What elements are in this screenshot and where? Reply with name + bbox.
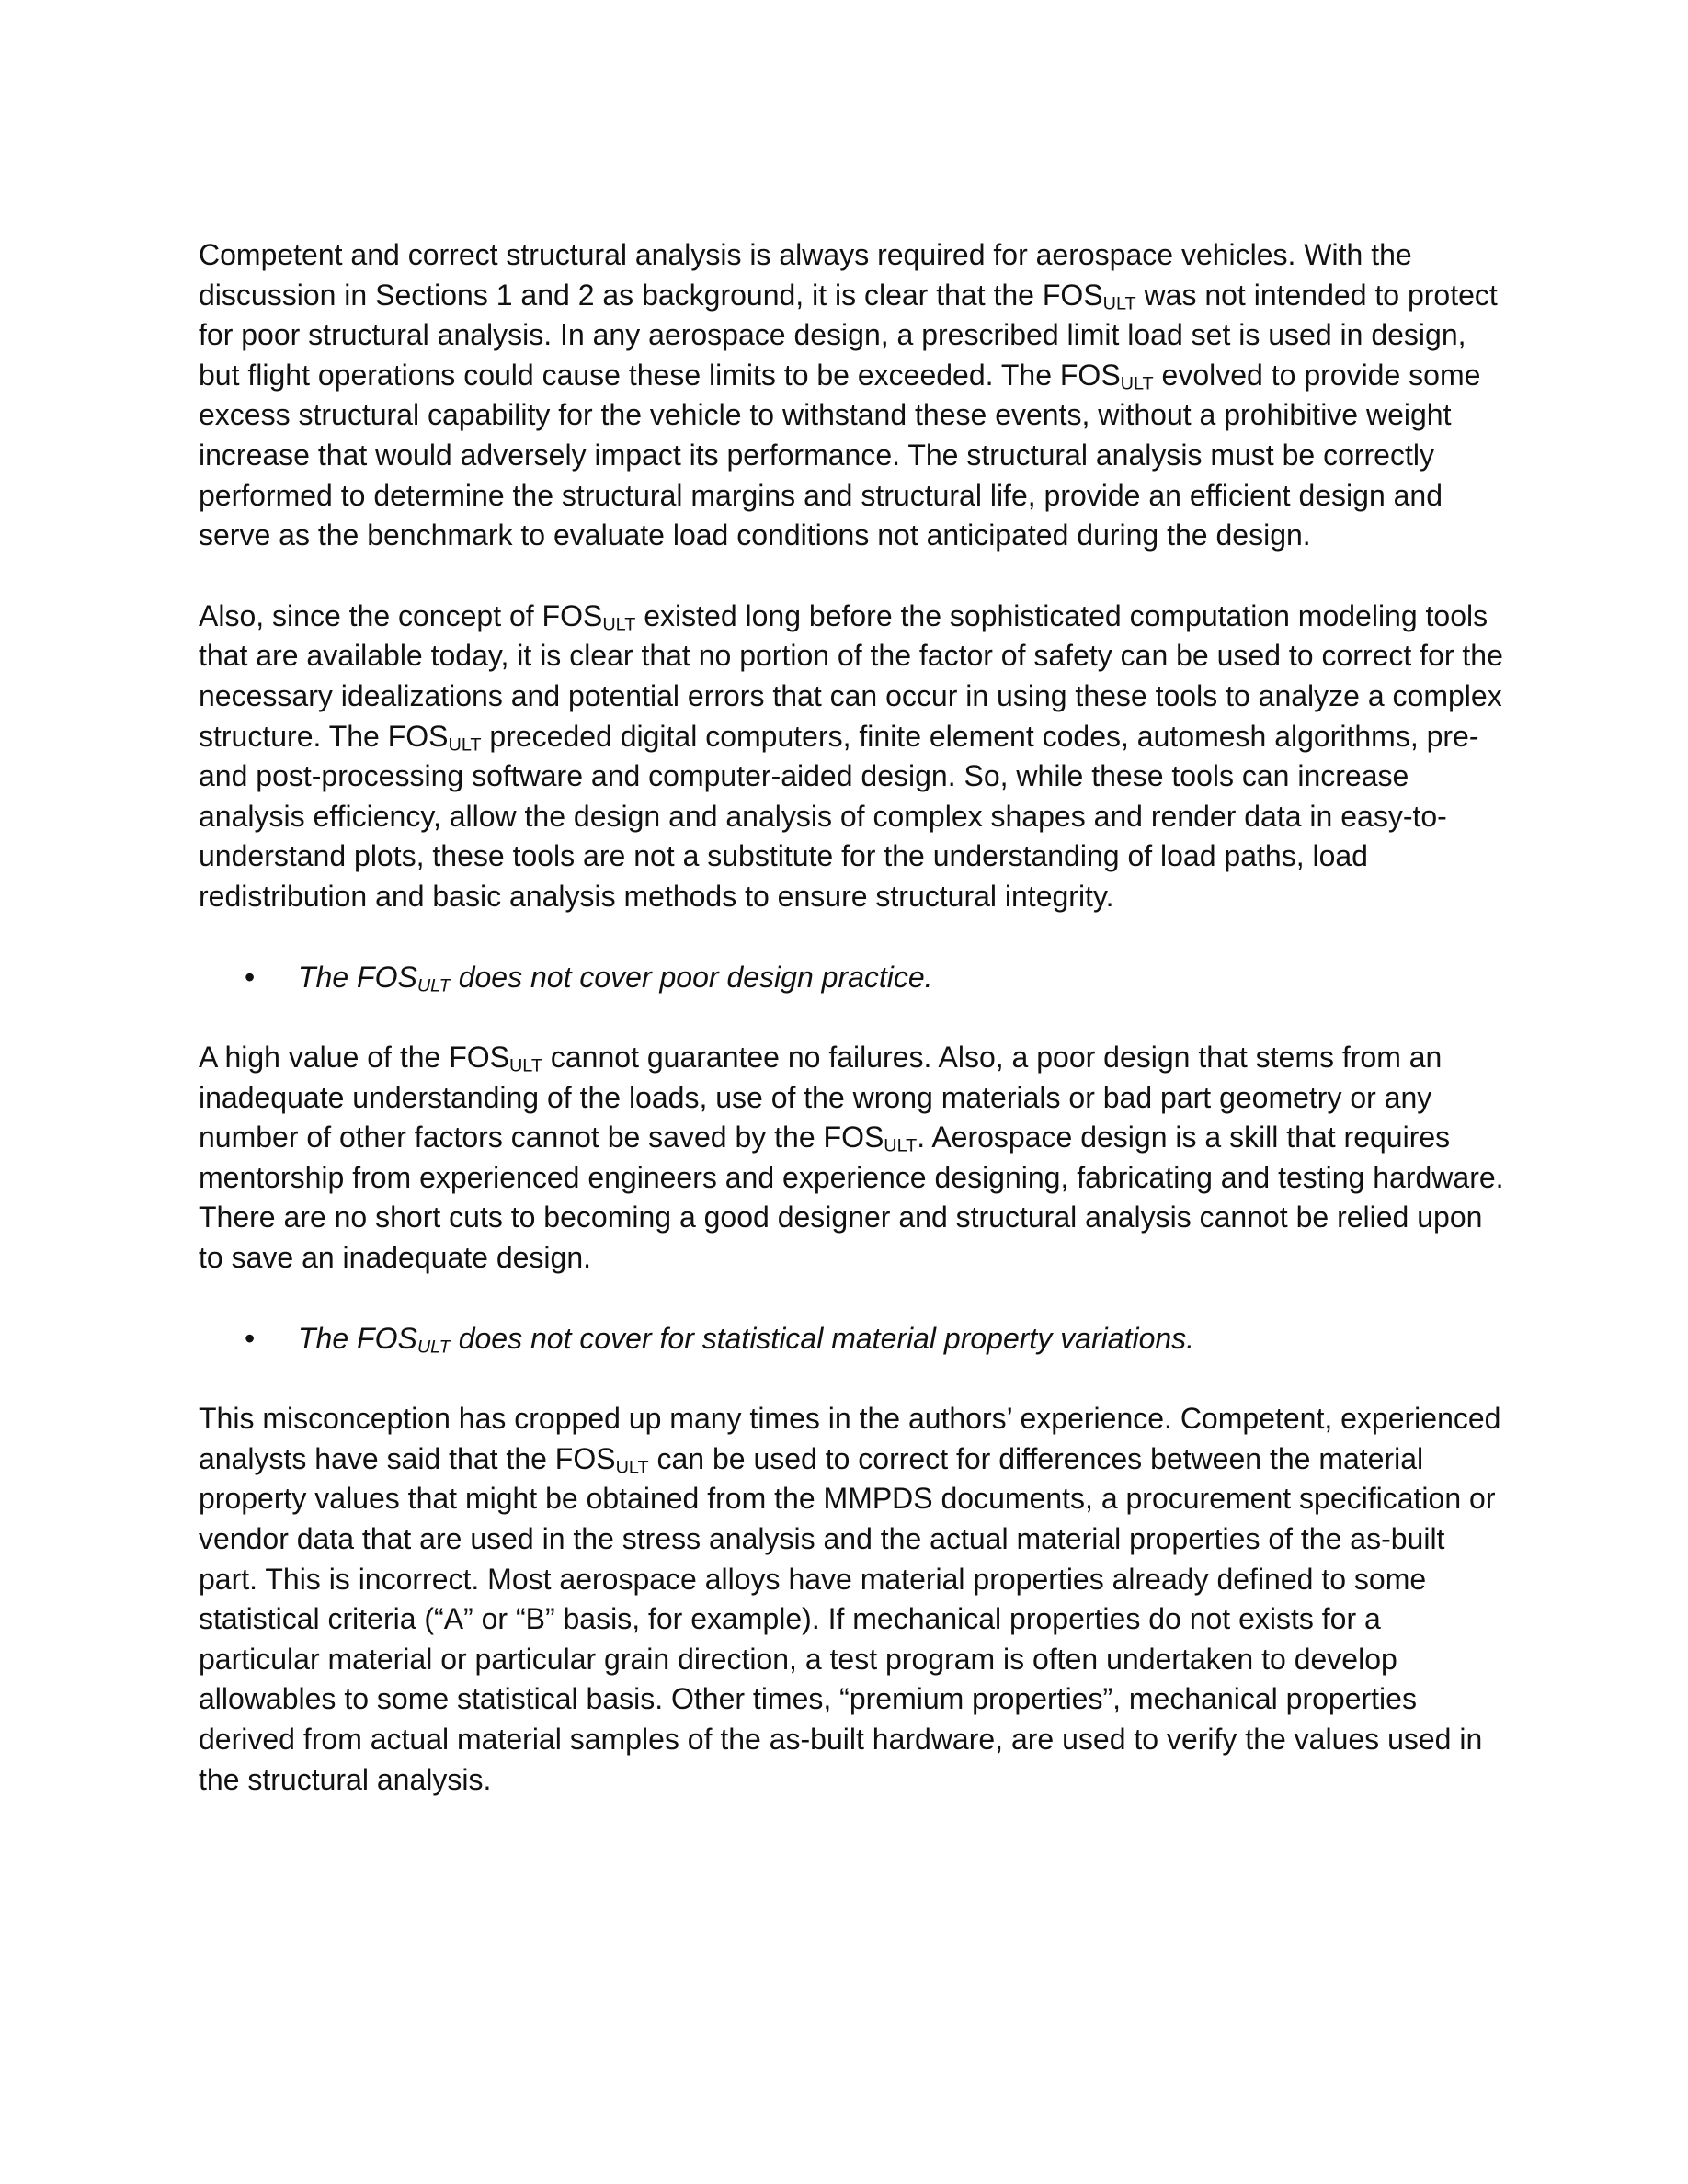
subscript-ult: ULT — [416, 1337, 451, 1358]
bullet-text: does not cover for statistical material property variations. — [450, 1321, 1195, 1355]
subscript-ult: ULT — [602, 614, 636, 635]
subscript-ult: ULT — [448, 734, 482, 755]
paragraph-computation-tools — [199, 597, 1504, 917]
text-run: existed long before the sophisticated computation modeling tools that are available today, it is clear that no portion of the factor of safety can be used to correct for the necessary idealizations and potential errors that can occur in using these tools to analyze a complex structure. The FOS — [199, 598, 1503, 753]
bullet-text: The FOS — [298, 1321, 417, 1355]
subscript-ult: ULT — [884, 1135, 918, 1156]
text-run: preceded digital computers, finite element codes, automesh algorithms, pre- and post-processing software and computer-aided design. So, while these tools can increase analysis efficiency, allow the design and analysis of complex shapes and render data in easy-to-understand plots, these tools are not a substitute for the understanding of load paths, load redistribution and basic analysis methods to ensure structural integrity. — [199, 719, 1479, 913]
bullet-icon: • — [245, 1321, 256, 1355]
text-run: was not intended to protect for poor structural analysis. In any aerospace design, a prescribed limit load set is used in design, but flight operations could cause these limits to be exceeded. The FOS — [199, 278, 1498, 392]
text-run: can be used to correct for differences between the material property values that might be obtained from the MMPDS documents, a procurement specification or vendor data that are used in the stress analysis and the actual material properties of the as-built part. This is incorrect. Most aerospace alloys have material properties already defined to some statistical criteria (“A” or “B” basis, for example). If mechanical properties do not exists for a particular material or particular grain direction, a test program is often undertaken to develop allowables to some statistical basis. Other times, “premium properties”, mechanical properties derived from actual material samples of the as-built hardware, are used to verify the values used in the structural analysis. — [199, 1441, 1496, 1796]
text-run: A high value of the FOS — [199, 1041, 509, 1075]
text-run: Also, since the concept of FOS — [199, 598, 603, 632]
document-page — [199, 235, 1504, 1840]
paragraph-misconception — [199, 1399, 1504, 1800]
text-run: This misconception has cropped up many times in the authors’ experience. Competent, experienced analysts have said that the FOS — [199, 1402, 1501, 1475]
bullet-poor-design-practice — [199, 958, 1504, 998]
paragraph-design-skill — [199, 1038, 1504, 1279]
bullet-text: The FOS — [298, 960, 417, 994]
bullet-statistical-variations — [199, 1319, 1504, 1359]
subscript-ult: ULT — [416, 974, 451, 995]
text-run: cannot guarantee no failures. Also, a poor design that stems from an inadequate understanding of the loads, use of the wrong materials or bad part geometry or any number of other factors cannot be saved by the FOS — [199, 1041, 1443, 1155]
subscript-ult: ULT — [615, 1457, 649, 1478]
bullet-icon: • — [245, 960, 256, 994]
subscript-ult: ULT — [1120, 373, 1154, 394]
paragraph-structural-analysis — [199, 235, 1504, 556]
bullet-text: does not cover poor design practice. — [450, 960, 933, 994]
text-run: evolved to provide some excess structural capability for the vehicle to withstand these events, without a prohibitive weight increase that would adversely impact its performance. The structural analysis must be correctly performed to determine the structural margins and structural life, provide an efficient design and serve as the benchmark to evaluate load conditions not anticipated during the design. — [199, 358, 1481, 552]
subscript-ult: ULT — [1102, 292, 1136, 313]
text-run: . Aerospace design is a skill that requires mentorship from experienced engineers and experience designing, fabricating and testing hardware. There are no short cuts to becoming a good designer and structural analysis cannot be relied upon to save an inadequate design. — [199, 1120, 1504, 1275]
text-run: Competent and correct structural analysis is always required for aerospace vehicles. With the discussion in Sections 1 and 2 as background, it is clear that the FOS — [199, 238, 1412, 312]
subscript-ult: ULT — [508, 1055, 542, 1076]
